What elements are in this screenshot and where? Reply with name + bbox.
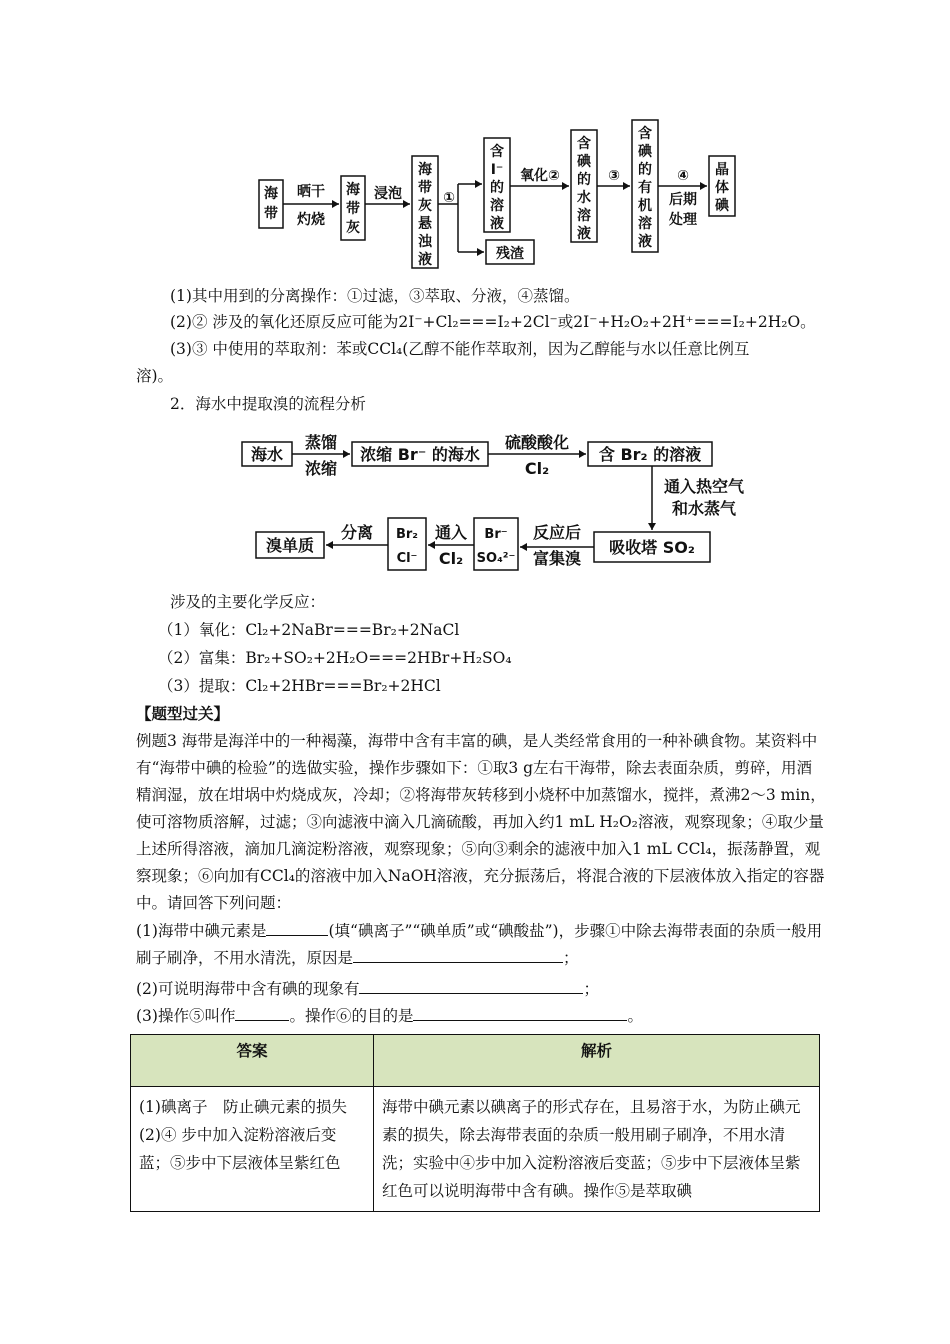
answer-blank[interactable] — [413, 1006, 627, 1021]
box-mix-so4: SO₄²⁻ — [476, 551, 516, 566]
box-iodine-org-char: 溶 — [638, 216, 652, 232]
label-pass-cl2: Cl₂ — [438, 549, 464, 568]
section-heading: 【题型过关】 — [136, 704, 230, 723]
label-acidify: 硫酸酸化 — [504, 433, 570, 452]
label-step1: ① — [443, 190, 455, 206]
iodine-flow-diagram — [255, 118, 745, 278]
label-hot-air: 通入热空气 — [663, 477, 745, 496]
question-1: (1)海带中碘元素是 (填“碘离子”“碘单质”或“碘酸盐”)，步骤①中除去海带表面的杂质一般用刷子刷净，不用水清洗，原因是 ； — [136, 922, 823, 967]
label-burn: 灼烧 — [297, 212, 325, 228]
box-iodide-char: 的 — [490, 180, 504, 196]
label-step4: ④ — [677, 168, 689, 184]
label-soak: 浸泡 — [374, 186, 402, 202]
box-iodine-org-char: 液 — [638, 234, 652, 250]
bromine-flow-diagram — [238, 428, 758, 578]
box-suspension-char: 悬 — [418, 216, 432, 232]
box-iodine-aq-char: 含 — [577, 136, 591, 152]
answer-blank[interactable] — [359, 979, 583, 994]
separation-ops: (1)其中用到的分离操作：①过滤，③萃取、分液，④蒸馏。 — [170, 287, 580, 305]
label-dry: 晒干 — [297, 184, 325, 200]
label-concentrate: 浓缩 — [304, 459, 338, 478]
box-iodine-aq-char: 碘 — [577, 154, 591, 170]
answer-blank[interactable] — [235, 1006, 289, 1021]
label-cl2: Cl₂ — [524, 459, 550, 478]
box-iodide-char: 液 — [490, 216, 504, 232]
question-2: (2)可说明海带中含有碘的现象有 ； — [136, 980, 599, 998]
label-separate: 分离 — [340, 523, 374, 542]
answer-table — [130, 1034, 820, 1212]
box-suspension-char: 液 — [418, 252, 432, 268]
box-suspension-char: 灰 — [418, 198, 432, 214]
label-post: 后期 — [669, 192, 697, 208]
box-iodine-aq-char: 水 — [577, 190, 591, 206]
label-distill: 蒸馏 — [304, 433, 338, 452]
box-mix-br2: Br₂ — [395, 527, 419, 542]
box-suspension-char: 带 — [418, 180, 432, 196]
box-iodine-aq-char: 溶 — [577, 208, 591, 224]
label-pass-in: 通入 — [434, 523, 468, 542]
box-br2-solution: 含 Br₂ 的溶液 — [598, 445, 702, 464]
label-steam: 和水蒸气 — [671, 499, 737, 518]
reactions-intro: 涉及的主要化学反应： — [170, 593, 326, 611]
box-iodine-org-char: 碘 — [638, 144, 652, 160]
box-concentrated: 浓缩 Br⁻ 的海水 — [360, 445, 480, 464]
extractant-line2: 溶)。 — [136, 367, 174, 385]
box-seaweed-ash-char: 带 — [346, 201, 360, 217]
reaction-extraction: （3）提取：Cl₂+2HBr===Br₂+2HCl — [158, 677, 441, 695]
question-3: (3)操作⑤叫作 。操作⑥的目的是 。 — [136, 1007, 643, 1025]
bromine-heading: 2．海水中提取溴的流程分析 — [170, 395, 366, 413]
box-suspension-char: 海 — [418, 162, 432, 178]
box-seaweed-char: 带 — [264, 206, 278, 222]
header-analysis: 解析 — [374, 1035, 820, 1087]
box-crystal-iodine-char: 碘 — [715, 198, 729, 214]
box-suspension-char: 浊 — [418, 234, 432, 250]
box-absorption-tower: 吸收塔 SO₂ — [609, 538, 695, 557]
box-residue: 残渣 — [496, 246, 524, 262]
answer-blank[interactable] — [266, 921, 328, 936]
example-question: 例题3 海带是海洋中的一种褐藻，海带中含有丰富的碘，是人类经常食用的一种补碘食物。某资料中有“海带中碘的检验”的选做实验，操作步骤如下：①取3 g左右干海带，除去表面杂质，剪碎，用酒精润湿，放在坩埚中灼烧成灰，冷却；②将海带灰转移到小烧杯中加蒸馏水，搅拌，煮沸2～3 min，使可溶物质溶解，过滤；③向滤液中滴入几滴硫酸，再加入约1 mL H₂O₂溶液，观察现象；④取少量上述所得溶液，滴加几滴淀粉溶液，观察现象；⑤向③剩余的滤液中加入1 mL CCl₄，振荡静置，观察现象；⑥向加有CCl₄的溶液中加入NaOH溶液，充分振荡后，将混合液的下层液体放入指定的容器中。请回答下列问题： — [136, 732, 826, 912]
box-mix-br: Br⁻ — [484, 527, 508, 542]
extractant-line1: (3)③ 中使用的萃取剂：苯或CCl₄(乙醇不能作萃取剂，因为乙醇能与水以任意比例互 — [170, 340, 750, 358]
label-step3: ③ — [608, 168, 620, 184]
box-seawater: 海水 — [250, 445, 284, 464]
box-iodine-aq-char: 的 — [577, 172, 591, 188]
box-crystal-iodine-char: 体 — [715, 180, 729, 196]
redox-reaction: (2)② 涉及的氧化还原反应可能为2I⁻+Cl₂===I₂+2Cl⁻或2I⁻+H₂O₂+2H⁺===I₂+2H₂O。 — [170, 313, 816, 331]
box-iodine-org-char: 含 — [638, 126, 652, 142]
label-enrich: 富集溴 — [532, 549, 582, 568]
reaction-oxidation: （1）氧化：Cl₂+2NaBr===Br₂+2NaCl — [158, 621, 460, 639]
analysis-cell: 海带中碘元素以碘离子的形式存在，且易溶于水，为防止碘元素的损失，除去海带表面的杂质一般用刷子刷净，不用水清洗；实验中④步中加入淀粉溶液后变蓝；⑤步中下层液体呈紫红色可以说明海带中含有碘。操作⑤是萃取碘 — [374, 1087, 820, 1212]
header-answer: 答案 — [131, 1035, 374, 1087]
box-iodide-char: I⁻ — [490, 162, 504, 178]
box-seaweed-char: 海 — [264, 186, 278, 202]
box-crystal-iodine-char: 晶 — [715, 162, 729, 178]
box-mix-cl: Cl⁻ — [396, 551, 418, 566]
box-iodine-aq-char: 液 — [577, 226, 591, 242]
box-iodide-char: 溶 — [490, 198, 504, 214]
answer-cell: (1)碘离子 防止碘元素的损失 (2)④ 步中加入淀粉溶液后变蓝；⑤步中下层液体呈紫红色 — [131, 1087, 374, 1212]
box-iodide-char: 含 — [490, 144, 504, 160]
box-seaweed-ash-char: 灰 — [346, 220, 360, 236]
label-process: 处理 — [669, 212, 697, 228]
reaction-enrichment: （2）富集：Br₂+SO₂+2H₂O===2HBr+H₂SO₄ — [158, 649, 512, 667]
box-iodine-org-char: 的 — [638, 162, 652, 178]
box-bromine: 溴单质 — [265, 536, 315, 555]
label-after-reaction: 反应后 — [532, 523, 582, 542]
answer-blank[interactable] — [353, 948, 563, 963]
box-seaweed-ash-char: 海 — [346, 182, 360, 198]
box-iodine-org-char: 机 — [638, 198, 652, 214]
label-oxidize: 氧化② — [520, 168, 560, 184]
box-iodine-org-char: 有 — [638, 180, 652, 196]
